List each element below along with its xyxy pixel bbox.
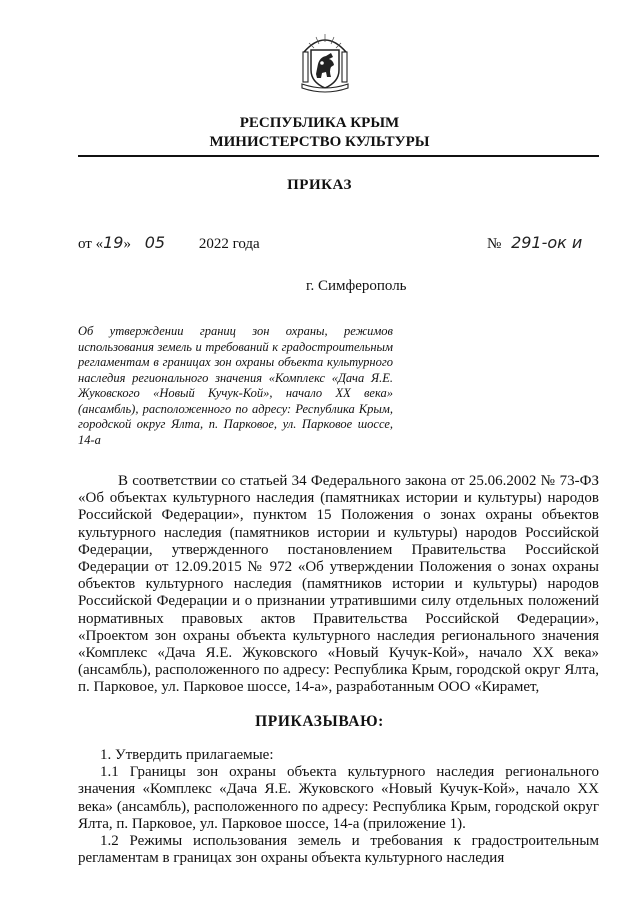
decree-item-1: 1. Утвердить прилагаемые:	[100, 747, 274, 763]
document-date	[78, 233, 260, 253]
document-subject: Об утверждении границ зон охраны, режимов использования земель и требований к градостроительным регламентам в границах зон охраны объекта культурного наследия регионального значения «Комплекс «Дача Я.Е. Жуковского «Новый Кучук-Кой», начало XX века» (ансамбль), расположенного по адресу: Республика Крым, городской округ Ялта, п. Парковое, ул. Парковое шоссе, 14-а	[78, 324, 393, 447]
decree-item-1-2: 1.2 Режимы использования земель и требования к градостроительным регламентам в границах зон охраны объекта культурного наследия	[78, 833, 599, 867]
date-month-handwritten: 05	[144, 233, 166, 252]
number-symbol: №	[487, 236, 502, 252]
number-value-handwritten: 291-ок и	[511, 233, 583, 252]
header-line-republic: РЕСПУБЛИКА КРЫМ	[239, 115, 400, 131]
date-close-quote: »	[123, 236, 131, 252]
decree-heading: ПРИКАЗЫВАЮ:	[255, 713, 384, 730]
header-divider	[78, 155, 599, 157]
document-city: г. Симферополь	[306, 278, 407, 294]
document-body	[78, 473, 599, 697]
date-prefix: от «	[78, 236, 104, 252]
date-year: 2022 года	[198, 236, 260, 252]
date-day-handwritten: 19	[103, 233, 124, 252]
decree-item-1-1: 1.1 Границы зон охраны объекта культурного наследия регионального значения «Комплекс «Дача Я.Е. Жуковского «Новый Кучук-Кой», начало XX века» (ансамбль), расположенного по адресу: Республика Крым, городской округ Ялта, п. Парковое, ул. Парковое шоссе, 14-а (приложение 1).	[78, 764, 599, 832]
crimea-coat-of-arms-icon	[298, 30, 352, 94]
header-line-ministry: МИНИСТЕРСТВО КУЛЬТУРЫ	[209, 134, 430, 150]
decree-items	[78, 747, 599, 867]
document-number	[487, 233, 582, 253]
preamble-paragraph: В соответствии со статьей 34 Федерального закона от 25.06.2002 № 73-ФЗ «Об объектах культурного наследия (памятниках истории и культуры) народов Российской Федерации», пунктом 15 Положения о зонах охраны объектов культурного наследия (памятников истории и культуры) народов Российской Федерации, утвержденного постановлением Правительства Российской Федерации от 12.09.2015 № 972 «Об утверждении Положения о зонах охраны объектов культурного наследия (памятников истории и культуры) народов Российской Федерации и о признании утратившими силу отдельных положений нормативных правовых актов Правительства Российской Федерации», «Проектом зон охраны объекта культурного наследия регионального значения «Комплекс «Дача Я.Е. Жуковского «Новый Кучук-Кой», начало XX века» (ансамбль), расположенного по адресу: Республика Крым, городской округ Ялта, п. Парковое, ул. Парковое шоссе, 14-а», разработанным ООО «Кирамет,	[78, 473, 599, 696]
document-title: ПРИКАЗ	[287, 177, 352, 193]
